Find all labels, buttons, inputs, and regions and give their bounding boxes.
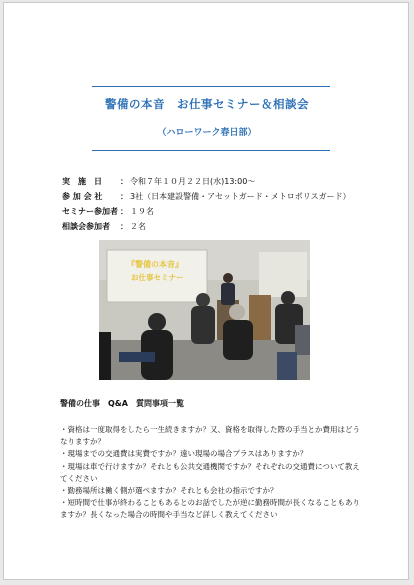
qa-item: ・資格は一度取得をしたら一生続きますか？又、資格を取得した際の手当とか費用はどうなりますか？ (60, 425, 360, 447)
screen-text-line1: 『警備の本音』 (127, 260, 183, 269)
info-row-companies (62, 189, 351, 204)
document-page (3, 2, 409, 580)
info-value: 令和７年１０月２２日(水)13:00～ (130, 177, 256, 186)
document-subtitle: （ハローワーク春日部） (157, 128, 257, 138)
qa-heading: 警備の仕事 Q&A 質問事項一覧 (60, 399, 184, 408)
info-colon: ： (120, 222, 128, 231)
info-label: 実 施 日 (62, 177, 102, 186)
title-top-rule (92, 86, 330, 87)
info-row-seminar-participants (62, 204, 351, 219)
info-value: ２名 (130, 222, 146, 231)
qa-item: ・現場までの交通費は実費ですか？遠い現場の場合プラスはありますか？ (60, 449, 308, 459)
qa-item: ・短時間で仕事が終わることもあるとのお話でしたが逆に勤務時間が長くなることもありますか？長くなった場合の時間や手当など詳しく教えてください (60, 498, 360, 520)
info-row-date (62, 174, 351, 189)
info-row-consultation-participants (62, 219, 351, 234)
title-bottom-rule (92, 150, 330, 151)
document-title: 警備の本音 お仕事セミナー＆相談会 (105, 97, 309, 111)
screen-text-line2: お仕事セミナー (131, 273, 184, 282)
qa-item: ・勤務場所は働く側が選べますか？それとも会社の指示ですか？ (60, 486, 278, 496)
info-label: 参 加 会 社 (62, 192, 103, 201)
info-value: １９名 (130, 207, 154, 216)
info-colon: ： (120, 177, 128, 186)
qa-list (60, 424, 366, 522)
info-label: 相談会参加者 (62, 222, 110, 231)
event-info (62, 174, 351, 234)
info-label: セミナー参加者 (62, 207, 118, 216)
qa-item: ・現場は車で行けますか？それとも公共交通機関ですか？それぞれの交通費について教えてください (60, 461, 360, 483)
seminar-photo (99, 240, 310, 380)
info-colon: ： (120, 192, 128, 201)
seminar-photo-illustration (99, 240, 310, 380)
info-colon: ： (120, 207, 128, 216)
info-value: 3社（日本建設警備・アセットガード・メトロポリスガード） (130, 192, 351, 201)
